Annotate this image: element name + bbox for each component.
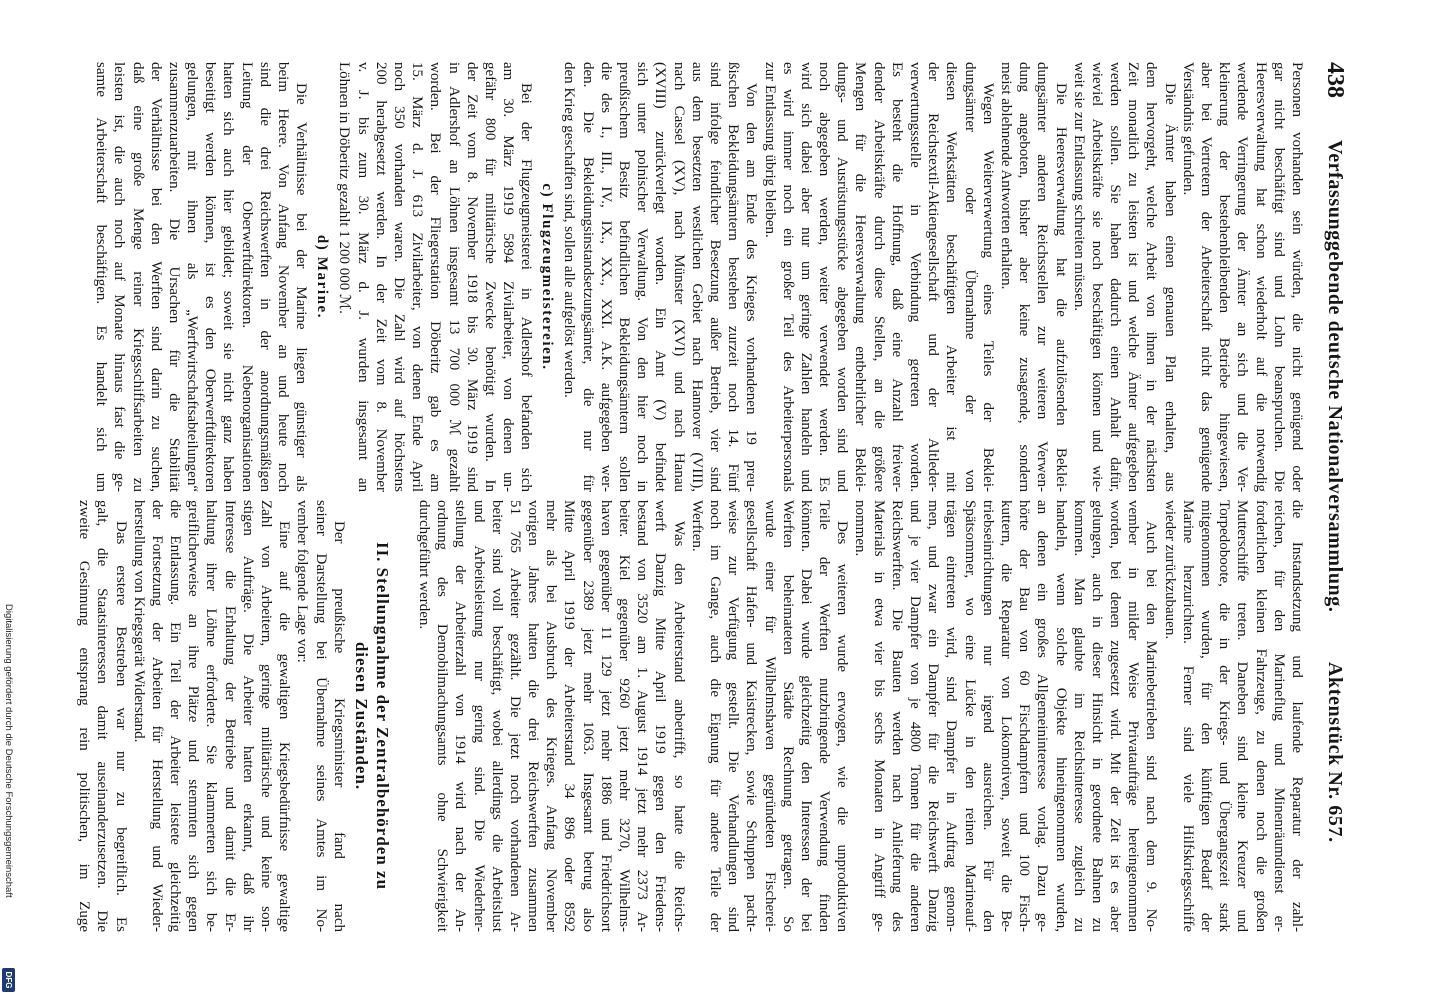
text-line: kommen. Man glaubte im Reichsinteresse zugleich zu [1070,500,1087,932]
paragraph [415,500,688,932]
text-line: men, und zwar ein Dampfer für die Reichswerft Danzig [925,500,942,932]
text-line: der Fortsetzung der Arbeiten für Herstellung und Wieder- [148,500,165,932]
text-line: Die Ämter haben einen genauen Plan erhalten, aus [1161,83,1178,492]
text-line: herstellung von Kriegsgerät Widerstand. [130,500,147,743]
text-line: Des weiteren wurde erwogen, wie die unproduktiven [834,521,851,932]
text-line: Bei der Flugzeugmeisterei in Adlershof befanden sich [518,83,535,492]
running-header [1320,0,1350,1000]
text-line: vember folgende Lage vor: [294,500,311,663]
text-line: beiter. Kiel gegenüber 9260 jetzt mehr 3270, Wilhelms- [616,500,633,932]
text-line: in Adlershof an Löhnen insgesamt 13 700 000 ℳ gezahlt [445,62,462,492]
text-line: Die Heeresverwaltung hat die aufzulösenden Beklei- [1052,83,1069,492]
text-line: seiner Darstellung bei Übernahme seines Amtes im No- [312,500,329,932]
text-line: die Instandsetzung und laufende Reparatur der zahl- [1289,500,1305,932]
text-line: dungsämter anderen Reichsstellen zur weiteren Verwen- [1034,62,1051,492]
paragraph [688,500,852,932]
text-line: ordnung des Demobilmachungsamts ohne Schwierigkeit [434,500,451,932]
text-line: werft Danzig Mitte April 1919 gegen den Friedens- [652,500,669,932]
text-line: dem hervorgeht, welche Arbeit von ihnen in der nächsten [1143,62,1160,492]
text-line: Interesse die Erhaltung der Betriebe und damit die Er- [221,500,238,932]
text-line: noch 350 vorhanden waren. Die Zahl wird auf höchstens [391,62,407,492]
text-line: nommen. [852,500,869,557]
text-line: der Verhältnisse bei den Werften sind darin zu suchen, [147,62,164,492]
text-line: beseitigt werden können, ist es den Oberwerftdirektoren [202,62,219,492]
header-title: Verfassunggebende deutsche Nationalversammlung. [1324,140,1346,613]
text-line: vember in milder Weise Privataufträge hereingenommen [1125,500,1142,932]
paragraph [335,62,535,492]
subheading-line: c) Flugzeugmeistereien. [539,183,556,371]
paragraph [560,62,760,492]
text-line: sind die drei Reichswerften in der anordnungsmäßigen [256,62,273,492]
text-line: Mutterschiffe treten. Daneben sind kleine Kreuzer und [1234,500,1251,932]
text-line: Reichswerften. Die Bauten werden nach Anlieferung des [888,500,905,932]
paragraph [997,62,1070,492]
text-line: Personen vorhanden sein würden, die nicht genügend oder [1289,62,1305,492]
text-line: 51 765 Arbeiter gezählt. Die jetzt noch vorhandenen Ar- [506,500,523,932]
text-line: gelungen, mit ihnen als „Werftwirtschaftsabteilungen“ [184,62,201,492]
text-line: stellung der Arbeiterzahl von 1914 wird nach der An- [452,500,469,932]
dfg-logo: DFG [2,968,15,992]
text-line: wurde einer für Wilhelmshaven gegründeten Fischerei- [761,500,778,932]
text-line: diesen Werkstätten beschäftigten Arbeiter ist mit [943,62,960,492]
text-line: könnten. Dabei wurde gleichzeitig den Interessen der bei [797,500,814,932]
text-line: verwertungsstelle in Verbindung getreten worden. [907,62,924,492]
text-line: der Reichstextil-Aktiengesellschaft und der Altleder- [925,62,942,492]
text-line: Werften beheimateten Städte Rechnung getragen. So [779,500,796,932]
paragraph [92,62,310,492]
text-line: preußischem Besitz befindlichen Bekleidungsämtern sollen [616,62,633,492]
text-line: Teile der Werften nutzbringende Verwendung finden [816,500,833,932]
paragraph [130,500,294,932]
text-line: Von den am Ende des Krieges vorhandenen 19 preu- [743,83,760,492]
text-line: dungs- und Ausrüstungsstücke abgegeben worden sind und [834,62,851,492]
text-line: werdende Verringerung der Ämter an sich und die Ver- [1234,62,1251,492]
text-line: Die Verhältnisse bei der Marine liegen günstiger als [293,83,310,492]
text-line: gelungen, auch in dieser Hinsicht in geordnete Bahnen zu [1088,500,1105,932]
text-line: triebseinrichtungen nur irgend ausreichen. Für den [979,500,996,932]
text-line: dungsämter oder Übernahme der von [961,62,978,492]
text-line: nach Cassel (XV), nach Münster (XVI) und nach Hanau [670,62,687,492]
text-line: Mitte April 1919 der Arbeiterstand 34 896 oder 8592 [561,500,578,932]
page-footer [0,604,15,996]
text-line: bestand von 3520 am 1. August 1914 jetzt mehr 2373 Ar- [634,500,651,932]
text-line: wieder zurückzubauen. [1161,500,1178,640]
section-heading [351,500,393,932]
text-line: 200 herabgesetzt werden. In der Zeit vom 8. November [372,62,389,492]
text-line: Zahl von Arbeitern, geringe militärische und keine son- [258,500,275,932]
text-line: handeln, wenn solche Objekte hineingenommen wurden, [1052,500,1069,932]
text-line: Spätsommer, wo eine Lücke in den reinen Marineauf- [961,500,978,932]
text-line: Auch bei den Marinebetrieben sind nach dem 9. No- [1143,521,1160,932]
paragraph [760,62,996,492]
section-heading-line: diesen Zuständen. [351,641,371,791]
text-line: und Arbeitsleistung nur gering sind. Die Wiederher- [470,500,487,932]
paragraph [1161,500,1307,932]
text-line: forderlichen kleinen Fahrzeuge, zu denen noch die großen [1252,500,1269,932]
text-line: gefähr 800 für militärische Zwecke benötigt wurden. In [481,62,498,492]
text-line: Es besteht die Hoffnung, daß eine Anzahl freiwer- [888,62,905,492]
text-line: galt, die Staatsinteressen damit auseinanderzusetzen. Die [94,500,111,932]
text-line: greiflicherweise an ihre Plätze und stemmten sich gegen [185,500,202,932]
text-line: weise zur Verfügung gestellt. Die Verhandlungen sind [725,500,742,932]
text-line: sich unter polnischer Verwaltung. Von den hier noch in [634,62,651,492]
section-heading-line: II. Stellungnahme der Zentralbehörden zu [372,541,392,891]
text-line: werden sollen. Sie haben dadurch einen Anhalt dafür, [1107,62,1124,492]
text-line: Werften. [688,500,705,552]
text-line: gegenüber 2389 jetzt mehr 1063. Insgesamt betrug also [579,500,596,932]
paragraph [1070,62,1179,492]
text-line: trägen eintreten wird, sind Dampfer in Auftrag genom- [943,500,960,932]
text-line: vorigen Jahres hatten die drei Reichswerften zusammen [525,500,542,932]
paragraph [851,500,1160,932]
text-line: noch abgegeben werden, weiter verwendet werden. Es [816,62,833,492]
text-line: Leitung der Oberwerftdirektoren. Nebenorganisationen [238,62,255,492]
text-line: gar nicht beschäftigt sind und Lohn beanspruchen. Die [1270,62,1287,492]
document-reference: Aktenstück Nr. 657. [1324,662,1346,843]
text-line: Der preußische Kriegsminister fand nach [330,521,347,932]
text-line: Wegen Weiterverwertung eines Teiles der Beklei- [979,83,996,492]
text-line: Verständnis gefunden. [1179,62,1196,196]
text-line: zweite Gesinnung entsprang rein politischen, im Zuge [76,500,93,932]
text-line: (XVIII) zurückverlegt worden. Ein Amt (V) befindet [652,62,669,492]
text-line: daß eine große Menge reiner Kriegsschiffsarbeiten zu [129,62,146,492]
text-line: worden, bei denen zugesetzt wird. Mit der Zeit ist es aber [1107,500,1124,932]
text-line: worden. Bei der Fliegerstation Döberitz gab es am [427,62,444,492]
text-line: haltung ihrer Löhne erforderte. Sie klammerten sich be- [203,500,220,932]
text-line: weit sie zur Entlassung schreiten müssen. [1070,62,1087,312]
text-line: es wird immer noch ein großer Teil des Arbeiterpersonals [779,62,796,492]
text-line: Das erstere Bestreben war nur zu begreiflich. Es [112,521,129,932]
text-line: leisten ist, die auch noch auf Monate hinaus fast die ge- [111,62,128,492]
text-line: beim Heere. Von Anfang November an und heute noch [275,62,292,492]
paragraph [293,500,348,932]
text-line: ßischen Bekleidungsämtern bestehen zurzeit noch 14. Fünf [725,62,742,492]
text-line: gesellschaft Hafen- und Kaistrecken, sowie Schuppen pacht- [743,500,760,932]
text-line: aber bei Vertretern der Arbeiterschaft nicht das genügende [1198,62,1215,492]
subheading-line: d) Marine. [314,234,331,320]
text-line: haven gegenüber 11 129 jetzt mehr 1886 und Friedrichsort [597,500,614,932]
text-line: und je vier Dampfer von je 4800 Tonnen für die anderen [907,500,924,932]
text-line: Zeit monatlich zu leisten ist und welche Ämter aufgegeben [1125,62,1142,492]
subheading [538,62,556,492]
text-line: sind infolge feindlicher Besetzung außer Betrieb, vier sind [707,62,723,492]
text-line: wieviel Arbeitskräfte sie noch beschäftigen können und wie- [1088,62,1105,492]
text-line: 15. März d. J. 613 Zivilarbeiter, von denen Ende April [409,62,426,492]
text-line: der Zeit vom 8. November 1918 bis 30. März 1919 sind [463,62,480,492]
text-line: dender Arbeitskräfte durch diese Stellen, an die größere [870,62,887,492]
text-line: am 30. März 1919 5894 Zivilarbeiter, von denen un- [500,62,517,492]
text-line: meist ablehnende Antworten erhalten. [998,62,1014,290]
text-line: an denen ein großes Allgemeininteresse vorlag. Dazu ge- [1034,500,1051,932]
text-line: Mengen für die Heeresverwaltung entbehrlicher Beklei- [852,62,869,492]
text-line: kuttern, die Reparatur von Lokomotiven, soweit die Be- [998,500,1014,932]
paragraph [75,500,130,932]
text-line: durchgeführt werden. [416,500,432,630]
page-number: 438 [1322,62,1348,98]
text-line: noch im Gange, auch die Eignung für andere Teile der [707,500,723,932]
text-line: wird sich dabei aber nur um geringe Zahlen handeln und [797,62,814,492]
text-line: Eine auf die gewaltigen Kriegsbedürfnisse gewaltige [276,521,293,932]
text-line: aus dem besetzten westlichen Gebiet nach Hannover (VIII), [688,62,705,492]
text-line: Materials in etwa vier bis sechs Monaten in Angriff ge- [870,500,887,932]
text-line: stigen Aufträge. Die Arbeiter hatten erkannt, daß ihr [239,500,256,932]
text-line: Marine herzurichten. Ferner sind viele Hilfskriegsschiffe [1179,500,1196,932]
left-column [92,62,1306,492]
text-line: dung angeboten, bisher aber keine zusagende, sondern [1016,62,1033,492]
text-line: die Entlassung. Ein Teil der Arbeiter leistete gleichzeitig [167,500,184,932]
text-line: hatten sich auch hier gebildet; soweit sie nicht ganz haben [220,62,237,492]
right-column [75,500,1306,932]
paragraph [1179,62,1306,492]
text-line: Heeresverwaltung hat schon wiederholt auf die notwendig [1252,62,1269,492]
text-line: hörte der Bau von 60 Fischdampfern und 100 Fisch- [1016,500,1033,932]
subheading [313,62,331,492]
text-line: zur Entlassung übrig bleiben. [761,62,778,238]
text-line: samte Arbeiterschaft beschäftigen. Es handelt sich um [93,62,110,492]
text-line: Torpedoboote, die in der Kriegs- und Übergangszeit stark [1216,500,1233,932]
text-line: zusammenzuarbeiten. Die Ursachen für die Stabilität [165,62,182,492]
text-line: reichen, für den Marineflug und Minenräumdienst er- [1270,500,1287,932]
text-line: Was den Arbeiterstand anbetrifft, so hatte die Reichs- [670,521,687,932]
text-line: mehr als bei Ausbruch des Krieges. Anfang November [543,500,560,932]
text-line: den. Die Bekleidungsinstandsetzungsämter, die nur für [579,62,596,492]
text-line: v. J. bis zum 30. März d. J. wurden insgesamt an [354,62,371,492]
text-line: die des I., III., IV., IX., XX., XXI. A.K. aufgegeben wer- [597,62,614,492]
text-line: beiter sind voll beschäftigt, wobei allerdings die Arbeitslust [488,500,505,932]
digitization-credit: Digitalisierung gefördert durch die Deutsche Forschungsgemeinschaft [3,604,14,898]
text-line: Löhnen in Döberitz gezahlt 1 200 000 ℳ. [336,62,353,314]
text-line: kleinerung der bestehenbleibenden Betriebe hingewiesen, [1216,62,1233,492]
text-line: mitgenommen wurden, für den künftigen Bedarf der [1198,500,1215,932]
text-line: den Krieg geschaffen sind, sollen alle aufgelöst werden. [561,62,578,398]
